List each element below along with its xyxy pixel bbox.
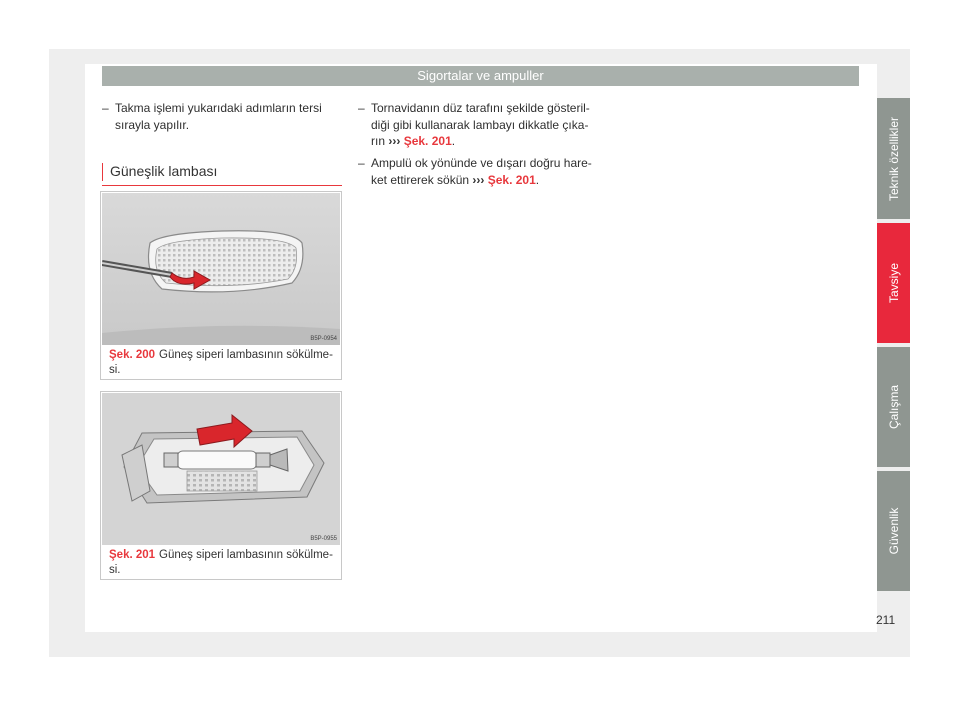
item1-line3-text: rın — [371, 134, 386, 148]
tab-teknik-ozellikler[interactable] — [877, 98, 910, 219]
intro-line1: Takma işlemi yukarıdaki adımların tersi — [115, 101, 322, 115]
figure-reference-link[interactable]: Şek. 201 — [487, 172, 536, 187]
list-dash: – — [358, 101, 365, 115]
tab-calisma[interactable] — [877, 347, 910, 467]
section-header: Sigortalar ve ampuller — [102, 66, 859, 86]
intro-paragraph — [102, 100, 342, 133]
reference-arrows-icon: ››› — [472, 172, 485, 187]
instruction-item-1 — [358, 100, 608, 150]
reference-arrows-icon: ››› — [388, 134, 401, 148]
tab-label: Güvenlik — [886, 507, 901, 555]
list-dash: – — [102, 101, 109, 115]
item2-line2-text: ket ettirerek sökün — [371, 172, 470, 187]
tab-label: Çalışma — [886, 384, 901, 430]
tab-guvenlik[interactable] — [877, 471, 910, 591]
intro-line2: sırayla yapılır. — [115, 117, 190, 132]
caption-line1: Güneş siperi lambasının sökülme- — [159, 549, 333, 561]
figure-code: B5P-0954 — [310, 336, 337, 342]
section-heading — [102, 163, 342, 186]
page-number: 211 — [876, 613, 896, 627]
tab-label: Teknik özellikler — [886, 116, 901, 201]
caption-line1: Güneş siperi lambasının sökülme- — [159, 349, 333, 361]
figure-caption — [109, 548, 335, 578]
lamp-bulb-illustration — [102, 393, 340, 545]
caption-line2: si. — [109, 564, 121, 576]
figure-201-image — [102, 393, 340, 545]
list-dash: – — [358, 156, 365, 170]
figure-200 — [100, 191, 342, 380]
figure-code: B5P-0955 — [310, 536, 337, 542]
caption-line2: si. — [109, 364, 121, 376]
figure-number: Şek. 201 — [109, 549, 156, 561]
instruction-item-2 — [358, 155, 608, 188]
item1-end: . — [451, 134, 456, 148]
figure-201 — [100, 391, 342, 580]
item2-line1: Ampulü ok yönünde ve dışarı doğru hare- — [371, 156, 592, 170]
tab-label: Tavsiye — [886, 262, 901, 304]
sun-visor-lamp-illustration — [102, 193, 340, 345]
tab-tavsiye[interactable] — [877, 223, 910, 343]
figure-reference-link[interactable]: Şek. 201 — [403, 134, 452, 148]
item1-line1: Tornavidanın düz tarafını şekilde gösteril- — [371, 101, 590, 115]
item1-line3 — [358, 133, 608, 150]
figure-caption — [109, 348, 335, 378]
item2-line2 — [358, 172, 608, 189]
item1-line2: diği gibi kullanarak lambayı dikkatle çıka- — [371, 117, 589, 132]
section-heading-text: Güneşlik lambası — [110, 163, 218, 179]
item2-end: . — [535, 172, 540, 187]
figure-200-image — [102, 193, 340, 345]
figure-number: Şek. 200 — [109, 349, 156, 361]
